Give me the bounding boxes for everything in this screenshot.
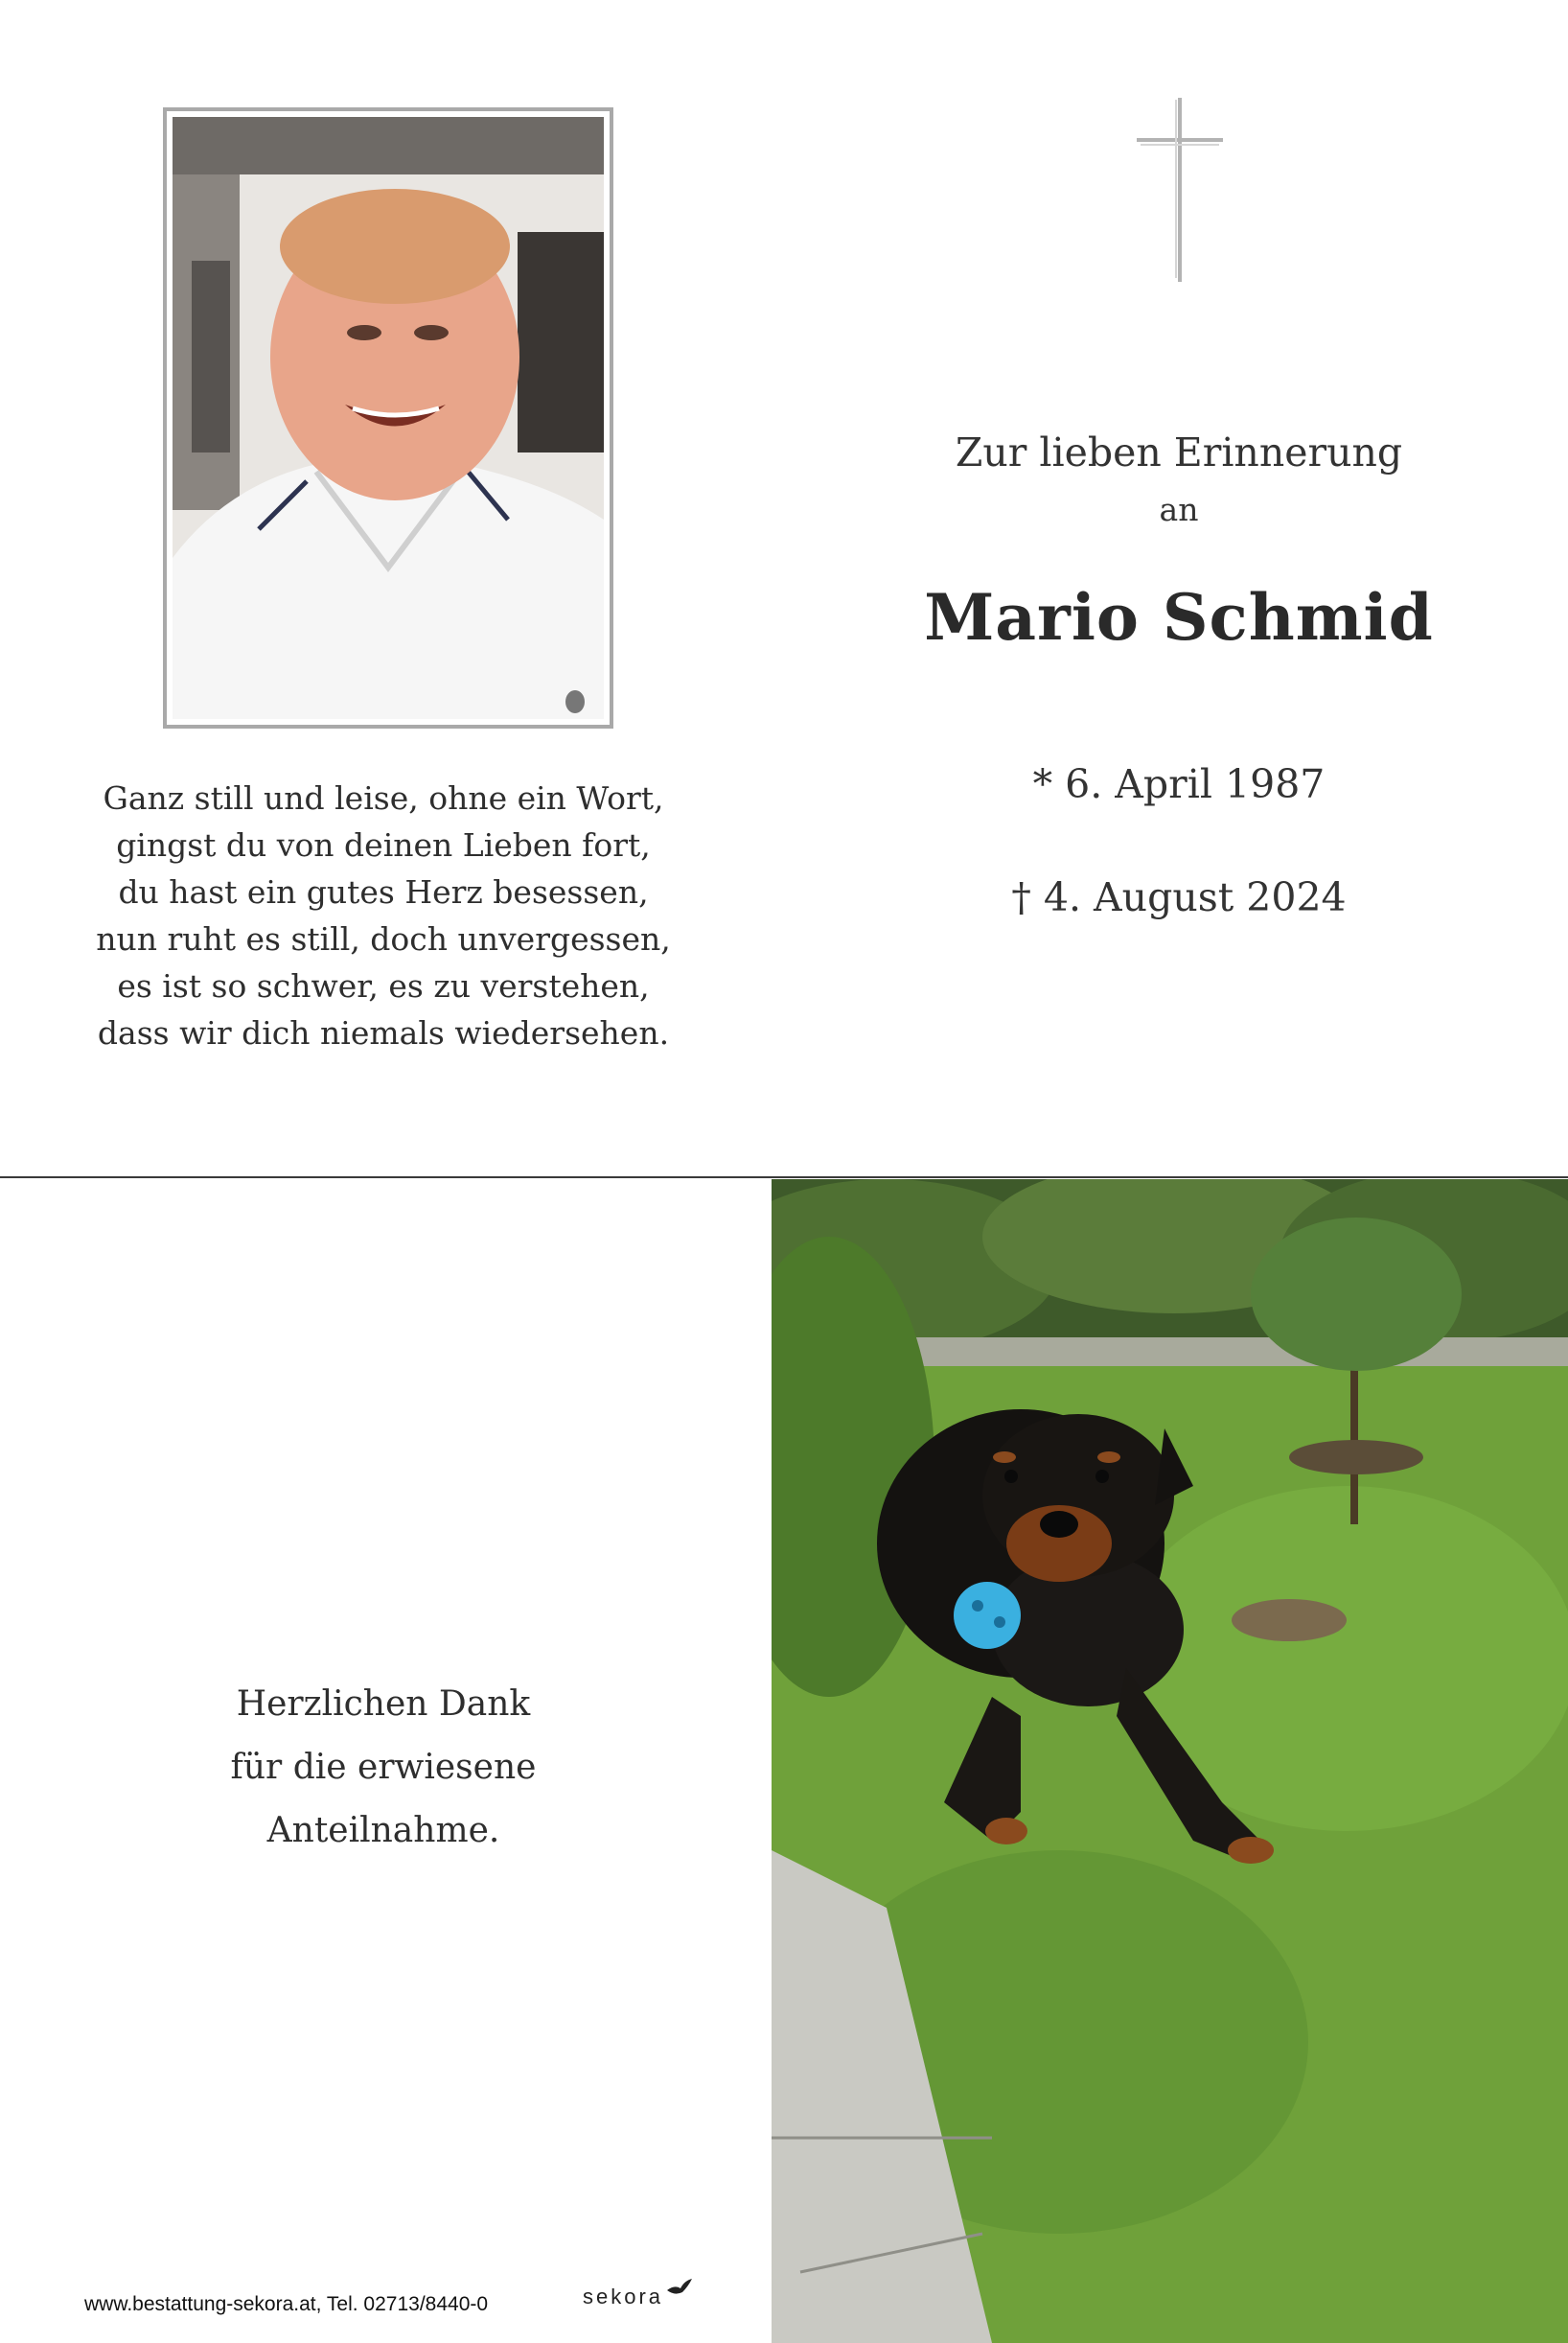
thanks-line: für die erwiesene [230, 1748, 537, 1787]
bird-icon [667, 2279, 692, 2296]
poem [58, 775, 709, 1056]
birth-date: * 6. April 1987 [1032, 761, 1326, 807]
poem-line: dass wir dich niemals wiedersehen. [97, 1014, 670, 1052]
poem-line: es ist so schwer, es zu verstehen, [117, 967, 650, 1005]
deceased-name: Mario Schmid [924, 580, 1434, 655]
poem-line: nun ruht es still, doch unvergessen, [96, 920, 671, 958]
thanks-text [96, 1673, 671, 1863]
poem-line: du hast ein gutes Herz besessen, [118, 873, 649, 911]
brand-name: sekora [583, 2285, 664, 2308]
memorial-heading-an: an [1159, 491, 1199, 528]
fold-line [0, 1176, 1568, 1178]
cross-icon [1137, 98, 1223, 282]
thanks-line: Herzlichen Dank [236, 1684, 531, 1724]
portrait-photo [173, 117, 604, 719]
poem-line: Ganz still und leise, ohne ein Wort, [103, 779, 664, 817]
poem-line: gingst du von deinen Lieben fort, [116, 826, 651, 864]
death-date: † 4. August 2024 [1011, 874, 1347, 920]
portrait-frame [163, 107, 613, 729]
thanks-line: Anteilnahme. [266, 1811, 500, 1850]
rottweiler-photo [772, 1179, 1568, 2343]
memorial-heading: Zur lieben Erinnerung [955, 429, 1403, 476]
sekora-logo [583, 2285, 698, 2323]
footer-contact: www.bestattung-sekora.at, Tel. 02713/8440-0 [84, 2293, 489, 2315]
